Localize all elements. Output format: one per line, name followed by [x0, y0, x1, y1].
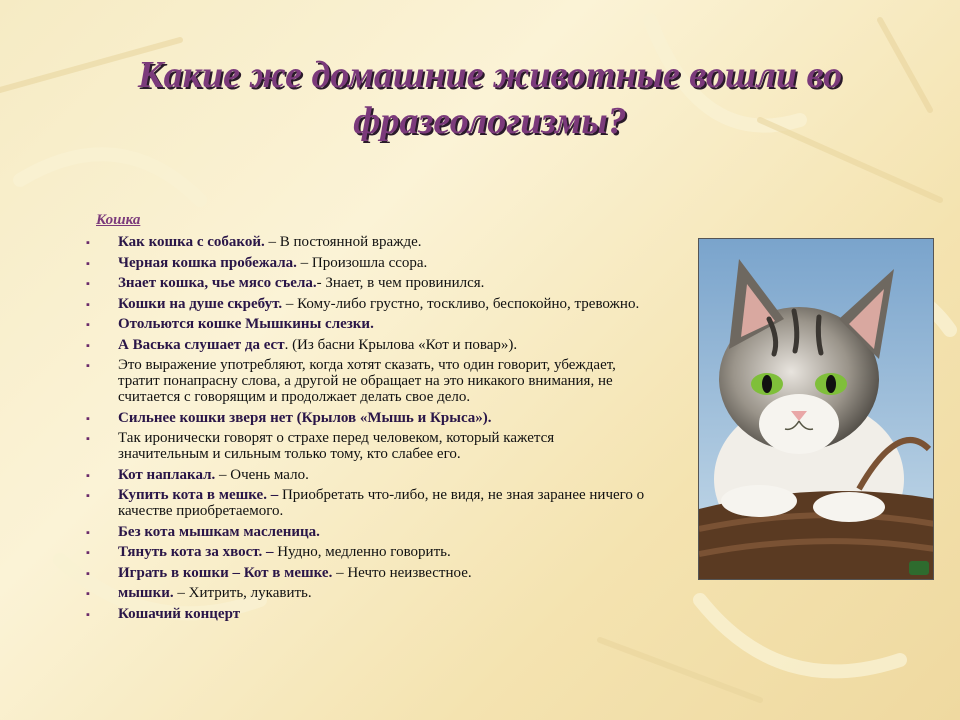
square-bullet-icon: ▪ [86, 567, 90, 580]
list-item [86, 296, 646, 312]
phrase-text: Кошки на душе скребут. [118, 295, 283, 312]
square-bullet-icon: ▪ [86, 526, 90, 539]
phrase-text: Как кошка с собакой. [118, 234, 265, 250]
list-item [86, 487, 646, 519]
meaning-text: . (Из басни Крылова «Кот и повар»). [284, 336, 518, 353]
list-item [86, 275, 646, 291]
list-item [86, 255, 646, 271]
section-label: Кошка [96, 212, 141, 228]
meaning-text: Приобретать что-либо, не видя, не зная заранее ничего о качестве приобретаемого. [118, 487, 645, 519]
square-bullet-icon: ▪ [86, 298, 90, 311]
phrase-text: мышки. [118, 585, 174, 601]
phrase-text: Играть в кошки – Кот в мешке. [118, 564, 333, 581]
list-item [86, 357, 646, 405]
square-bullet-icon: ▪ [86, 469, 90, 482]
square-bullet-icon: ▪ [86, 360, 90, 372]
square-bullet-icon: ▪ [86, 608, 90, 621]
meaning-text: – Произошла ссора. [296, 254, 428, 271]
kitten-photo [698, 238, 934, 580]
square-bullet-icon: ▪ [86, 237, 90, 249]
list-item [86, 606, 646, 622]
phrase-text: Купить кота в мешке. – [118, 487, 279, 503]
list-item [86, 565, 646, 581]
phrase-text: Сильнее кошки зверя нет (Крылов «Мышь и Крыса»). [118, 409, 492, 426]
phrase-text: Отольются кошке Мышкины слезки. [118, 316, 374, 332]
square-bullet-icon: ▪ [86, 412, 90, 425]
page-title: Какие же домашние животные вошли во фразеологизмы? [137, 54, 843, 142]
phrase-text: Кошачий концерт [118, 605, 241, 622]
phrase-text: Кот наплакал. [118, 466, 216, 483]
list-item [86, 585, 646, 601]
list-item [86, 544, 646, 560]
square-bullet-icon: ▪ [86, 278, 90, 290]
phrase-text: Тянуть кота за хвост. – [118, 544, 274, 560]
square-bullet-icon: ▪ [86, 257, 90, 270]
square-bullet-icon: ▪ [86, 490, 90, 502]
meaning-text: Это выражение употребляют, когда хотят сказать, что один говорит, убеждает, тратит понапрасну слова, а другой не обращает на это никакого внимания, не считается с говорящим и продолжает делать свое дело. [118, 357, 616, 405]
meaning-text: – В постоянной вражде. [264, 234, 422, 250]
list-item [86, 467, 646, 483]
square-bullet-icon: ▪ [86, 319, 90, 331]
meaning-text: - Знает, в чем провинился. [316, 275, 485, 291]
list-item [86, 316, 646, 332]
meaning-text: – Нечто неизвестное. [332, 564, 472, 581]
phrase-text: А Васька слушает да ест [118, 336, 285, 353]
list-item [86, 524, 646, 540]
meaning-text: – Кому-либо грустно, тоскливо, беспокойно, тревожно. [282, 295, 640, 312]
list-item [86, 234, 646, 250]
phrase-text: Знает кошка, чье мясо съела. [118, 275, 317, 291]
list-item [86, 430, 646, 462]
list-item [86, 337, 646, 353]
square-bullet-icon: ▪ [86, 433, 90, 445]
square-bullet-icon: ▪ [86, 339, 90, 352]
phrase-list [86, 234, 646, 626]
meaning-text: Так иронически говорят о страхе перед человеком, который кажется значительным и сильным только тому, кто слабее его. [118, 430, 555, 462]
phrase-text: Черная кошка пробежала. [118, 254, 297, 271]
meaning-text: Нудно, медленно говорить. [273, 544, 451, 560]
square-bullet-icon: ▪ [86, 588, 90, 600]
list-item [86, 410, 646, 426]
square-bullet-icon: ▪ [86, 547, 90, 559]
meaning-text: – Хитрить, лукавить. [173, 585, 312, 601]
phrase-text: Без кота мышкам масленица. [118, 523, 320, 540]
meaning-text: – Очень мало. [215, 466, 309, 483]
